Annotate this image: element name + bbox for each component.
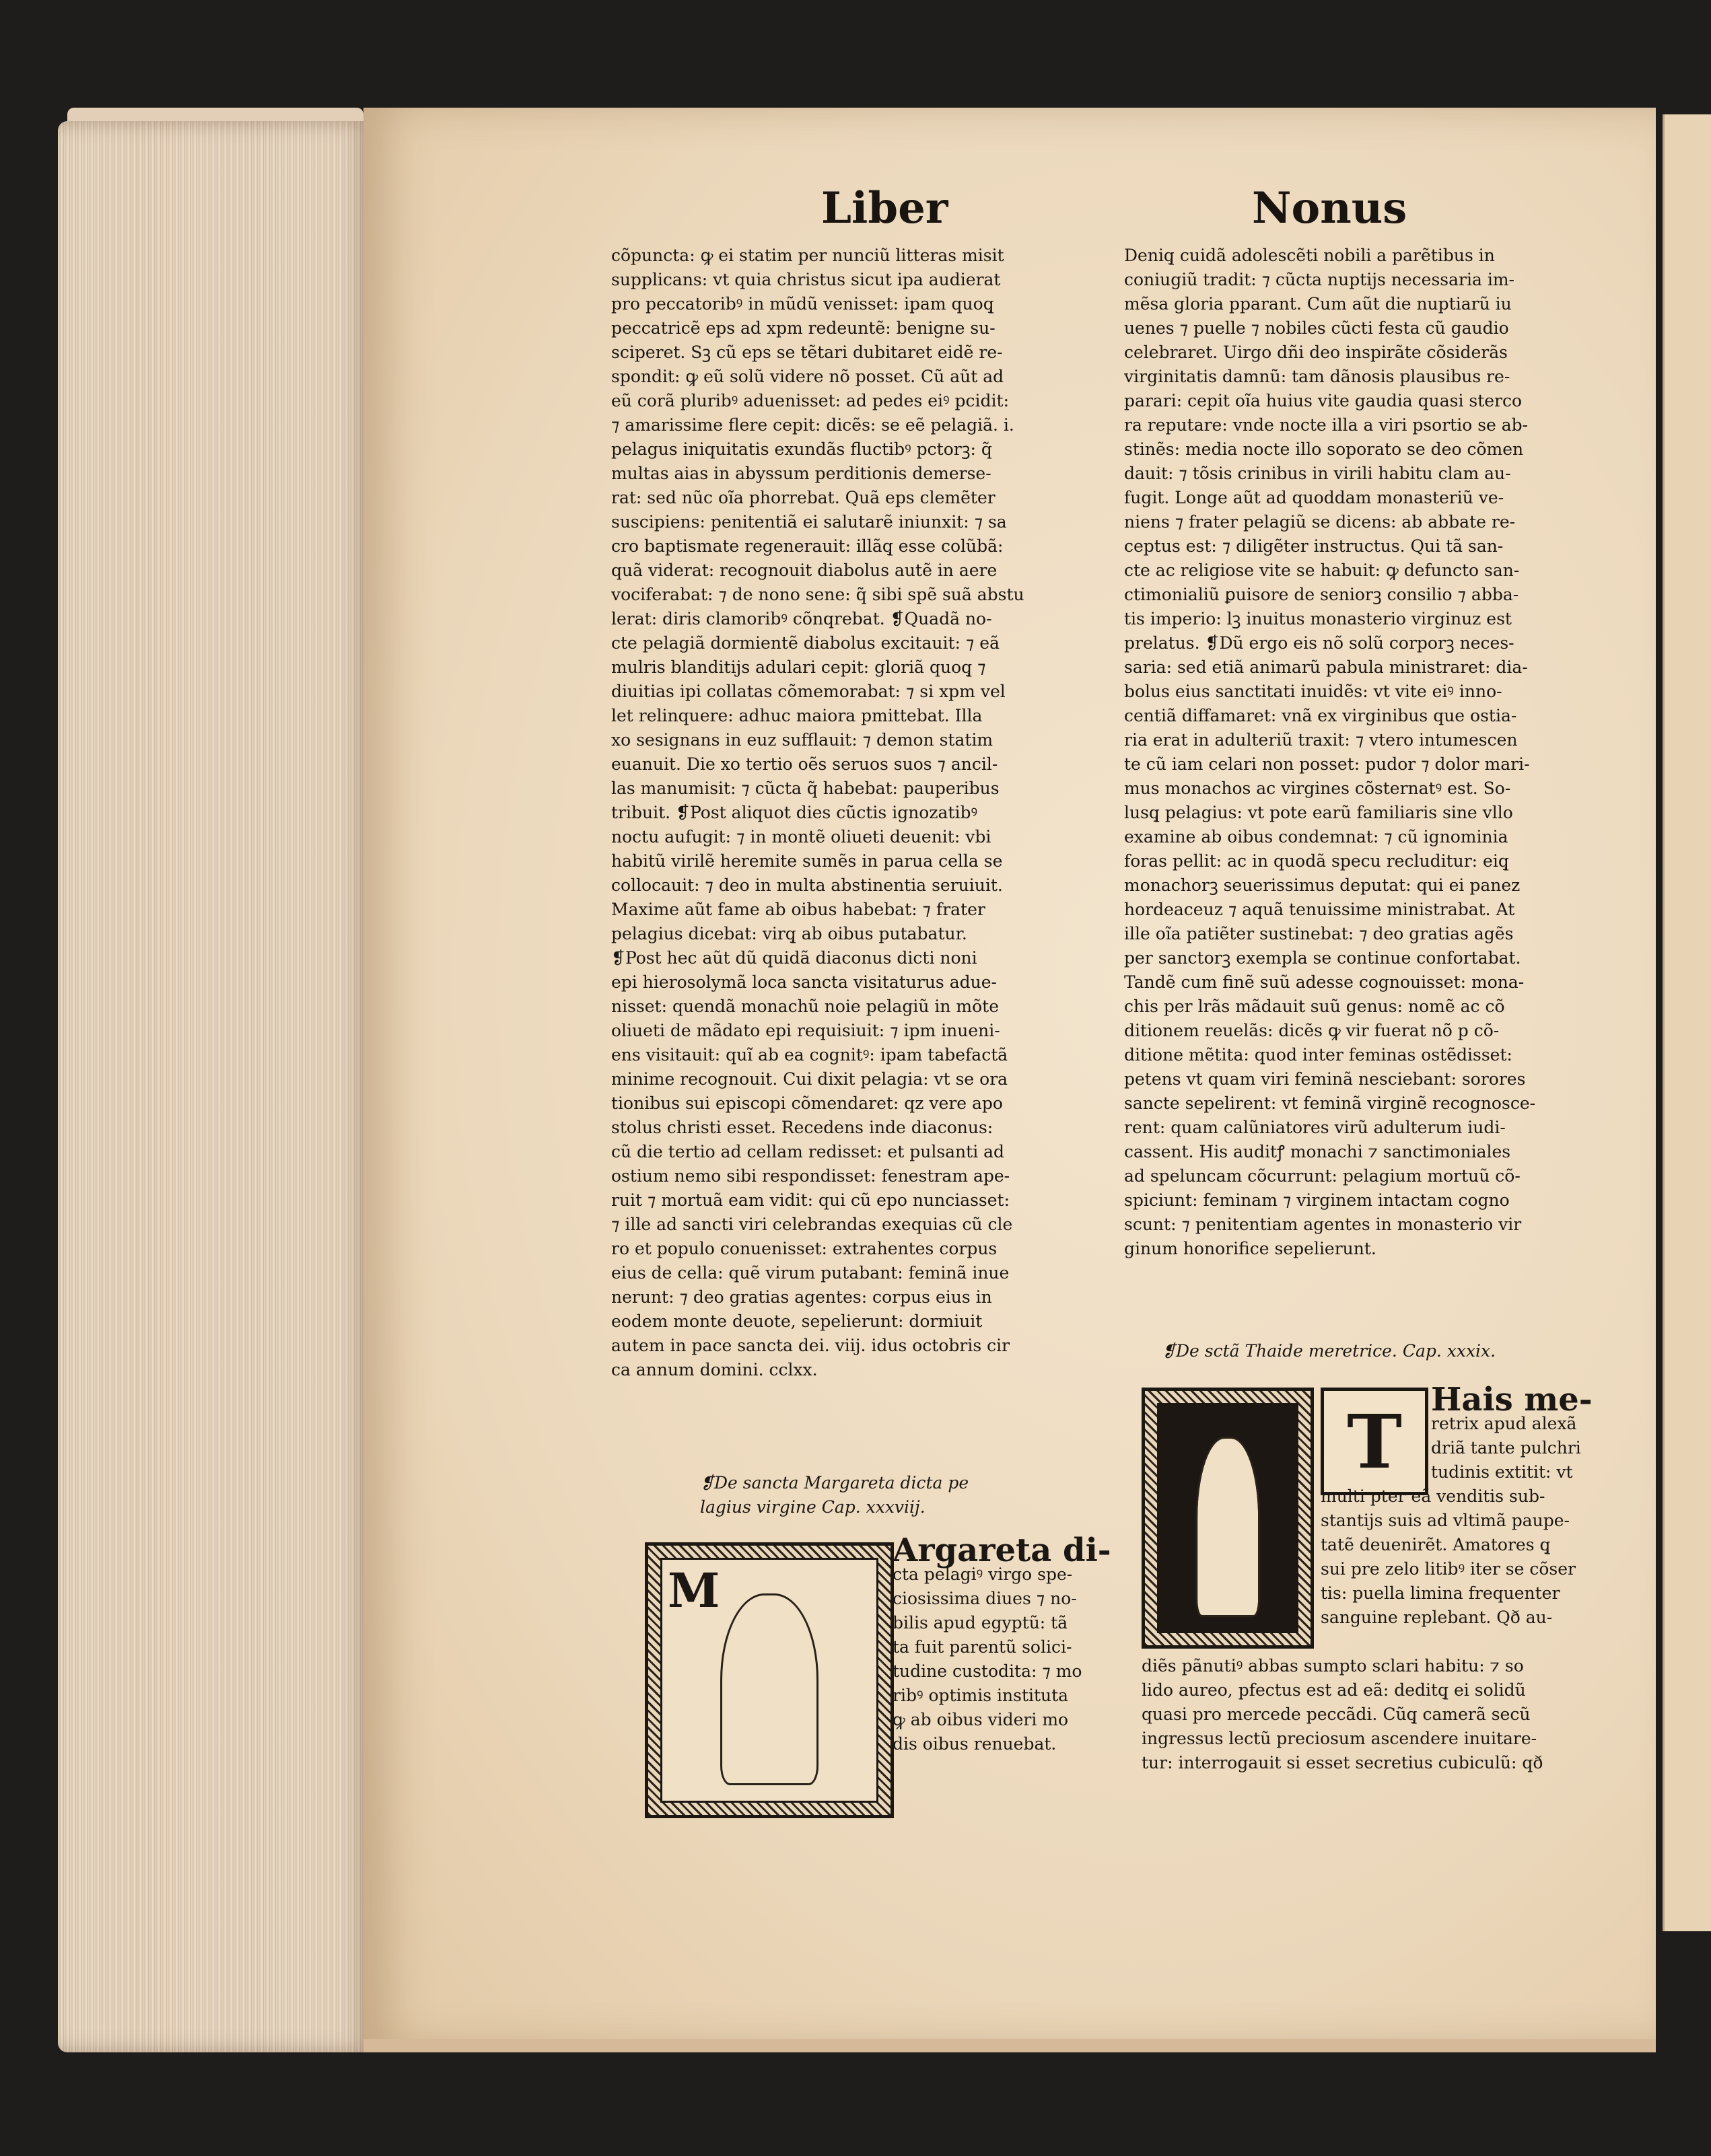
text-line: prelatus. ❡Dũ ergo eis nõ solũ corporꝫ neces- <box>1124 633 1514 653</box>
left-chapter-caption <box>700 1471 1077 1519</box>
text-line: quasi pro mercede peccãdi. Cũq̧ camerã secũ <box>1142 1704 1531 1724</box>
text-line: ta fuit parentũ solici- <box>893 1637 1072 1657</box>
text-line: habitũ virilẽ heremite sumẽs in parua cella se <box>611 851 1003 871</box>
text-line: scunt: ⁊ penitentiam agentes in monasterio vir <box>1124 1215 1522 1234</box>
text-line: ginum honorifice sepelierunt. <box>1124 1239 1376 1258</box>
text-line: peccatricẽ eps ad xpm redeuntẽ: benigne su- <box>611 318 996 338</box>
left-text-column <box>611 244 1109 1382</box>
text-line: coniugiũ tradit: ⁊ cũcta nuptijs necessaria im- <box>1124 270 1514 289</box>
text-line: multi pter eã venditis sub- <box>1321 1486 1545 1506</box>
text-line: stolus christi esset. Recedens inde diaconus: <box>611 1118 993 1137</box>
text-line: lido aureo, pfectus est ad eã: deditq̧ ei solidũ <box>1142 1680 1526 1700</box>
text-line: bolus eius sanctitati inuidẽs: vt vite eiꝰ inno- <box>1124 682 1502 701</box>
right-initial-bottom <box>1142 1654 1653 1775</box>
text-line: mus monachos ac virgines cõsternatꝰ est. So- <box>1124 779 1511 798</box>
book-page-edges <box>58 121 374 2052</box>
text-line: eũ corã pluribꝰ aduenisset: ad pedes eiꝰ pcidit: <box>611 391 1009 410</box>
text-line: monachorꝫ seuerissimus deputat: qui ei panez <box>1124 875 1521 895</box>
text-line: stantijs suis ad vltimã paupe- <box>1321 1511 1570 1530</box>
text-line: ditionem reuelãs: dicẽs ꝙ vir fuerat nõ p cõ- <box>1124 1021 1500 1040</box>
right-initial-wrap <box>1321 1484 1657 1630</box>
initial-lead-line: Hais me- <box>1431 1381 1593 1418</box>
text-line: supplicans: vt quia christus sicut ipa audierat <box>611 270 1001 289</box>
text-line: sui pre zelo litibꝰ iter se cõser <box>1321 1559 1576 1579</box>
text-line: bilis apud egyptũ: tã <box>893 1613 1068 1632</box>
next-page-edge <box>1663 114 1711 1931</box>
text-line: ❡Post hec aũt dũ quidã diaconus dicti noni <box>611 948 977 968</box>
text-line: autem in pace sancta dei. viij. idus octobris cir <box>611 1336 1010 1355</box>
text-line: ille oĩa patiẽter sustinebat: ⁊ deo gratias agẽs <box>1124 924 1514 943</box>
text-line: cũ die tertio ad cellam redisset: et pulsanti ad <box>611 1142 1005 1161</box>
text-line: spondit: ꝙ eũ solũ videre nõ posset. Cũ aũt ad <box>611 367 1004 386</box>
decorated-initial-t: T <box>1321 1388 1428 1495</box>
text-line: diẽs pãnutiꝰ abbas sumpto sclari habitu: ⁊ so <box>1142 1656 1524 1676</box>
saint-figure-illustration <box>1195 1437 1260 1617</box>
text-line: vociferabat: ⁊ de nono sene: q̃ sibi spẽ suã abstu <box>611 585 1024 604</box>
caption-line: ❡De sancta Margareta dicta pe <box>700 1473 969 1493</box>
text-line: tur: interrogauit si esset secretius cubiculũ: qð <box>1142 1753 1543 1772</box>
text-line: stinẽs: media nocte illo soporato se deo cõmen <box>1124 439 1524 459</box>
text-line: tionibus sui episcopi cõmendaret: qz vere apo <box>611 1093 1003 1113</box>
initial-lines <box>1321 1484 1657 1630</box>
text-line: sancte sepelirent: vt feminã virginẽ recognosce- <box>1124 1093 1536 1113</box>
caption-line: lagius virgine Cap. xxxviij. <box>700 1497 926 1517</box>
text-line: ꝙ ab oibus videri mo <box>893 1710 1069 1729</box>
text-line: diuitias ipi collatas cõmemorabat: ⁊ si xpm vel <box>611 682 1006 701</box>
text-line: pelagius dicebat: virq̧ ab oibus putabatur. <box>611 924 967 943</box>
text-line: let relinquere: adhuc maiora pmittebat. Illa <box>611 706 983 725</box>
text-line: tis imperio: lꝫ inuitus monasterio virginuz est <box>1124 609 1512 628</box>
decorated-initial-m: M <box>668 1562 720 1618</box>
woodcut-margaret <box>645 1542 894 1818</box>
text-line: tis: puella limina frequenter <box>1321 1583 1560 1603</box>
text-line: pelagus iniquitatis exundãs fluctibꝰ pctorꝫ: q̃ <box>611 439 992 459</box>
text-line: tudine custodita: ⁊ mo <box>893 1661 1082 1681</box>
running-head-right: Nonus <box>1252 183 1407 233</box>
text-line: driã tante pulchri <box>1431 1438 1581 1458</box>
text-line: uenes ⁊ puelle ⁊ nobiles cũcti festa cũ gaudio <box>1124 318 1509 338</box>
text-line: chis per lrãs mãdauit suũ genus: nomẽ ac cõ <box>1124 997 1505 1016</box>
initial-lead-line: Argareta di- <box>893 1532 1111 1569</box>
page-bottom-edge <box>363 2039 1656 2052</box>
text-line: ⁊ ille ad sancti viri celebrandas exequias cũ cle <box>611 1215 1013 1234</box>
initial-lines <box>893 1562 1115 1756</box>
text-line: virginitatis damnũ: tam dãnosis plausibus re- <box>1124 367 1510 386</box>
text-line: hordeaceuz ⁊ aquã tenuissime ministrabat. At <box>1124 900 1515 919</box>
text-line: ca annum domini. cclxx. <box>611 1360 818 1379</box>
text-line: Maxime aũt fame ab oibus habebat: ⁊ frater <box>611 900 985 919</box>
text-line: ⁊ amarissime flere cepit: dicẽs: se eẽ pelagiã. i. <box>611 415 1014 435</box>
text-line: cte ac religiose vite se habuit: ꝙ defuncto san- <box>1124 561 1520 580</box>
text-line: sanguine replebant. Qð au- <box>1321 1608 1553 1627</box>
text-line: ingressus lectũ preciosum ascendere inuitare- <box>1142 1729 1537 1748</box>
text-line: ens visitauit: quĩ ab ea cognitꝰ: ipam tabefactã <box>611 1045 1008 1065</box>
text-line: nisset: quendã monachũ noie pelagiũ in mõte <box>611 997 1000 1016</box>
right-chapter-caption: ❡De sctã Thaide meretrice. Cap. xxxix. <box>1162 1341 1496 1361</box>
text-line: cta pelagiꝰ virgo spe- <box>893 1565 1073 1584</box>
saint-figure-illustration <box>720 1593 818 1785</box>
text-line: foras pellit: ac in quodã specu recluditur: eiq̧ <box>1124 851 1509 871</box>
text-line: examine ab oibus condemnat: ⁊ cũ ignominia <box>1124 827 1508 847</box>
text-line: noctu aufugit: ⁊ in montẽ oliueti deuenit: vbi <box>611 827 991 847</box>
text-line: sciperet. Sꝫ cũ eps se tẽtari dubitaret eidẽ re- <box>611 343 1003 362</box>
running-head-left: Liber <box>821 183 948 233</box>
text-line: eodem monte deuote, sepelierunt: dormiuit <box>611 1311 983 1331</box>
text-line: ro et populo conuenisset: extrahentes corpus <box>611 1239 998 1258</box>
text-line: xo sesignans in euz sufflauit: ⁊ demon statim <box>611 730 993 750</box>
text-line: oliueti de mãdato epi requisiuit: ⁊ ipm inueni- <box>611 1021 1000 1040</box>
text-line: las manumisit: ⁊ cũcta q̃ habebat: pauperibus <box>611 779 1000 798</box>
text-line: fugit. Longe aũt ad quoddam monasteriũ ve- <box>1124 488 1504 507</box>
text-line: tribuit. ❡Post aliquot dies cũctis ignozatibꝰ <box>611 803 978 822</box>
right-initial-text <box>1431 1381 1653 1484</box>
initial-lines <box>1431 1412 1653 1484</box>
text-line: spiciunt: feminam ⁊ virginem intactam cogno <box>1124 1190 1510 1210</box>
text-line: euanuit. Die xo tertio oẽs seruos suos ⁊ ancil- <box>611 754 998 774</box>
text-line: dis oibus renuebat. <box>893 1734 1057 1754</box>
text-line: rat: sed nũc oĩa phorrebat. Quã eps clemẽter <box>611 488 996 507</box>
text-line: ceptus est: ⁊ diligẽter instructus. Qui tã san- <box>1124 536 1504 556</box>
text-line: cassent. His auditꝭ monachi ⁊ sanctimoniales <box>1124 1142 1511 1161</box>
text-line: per sanctorꝫ exempla se continue confortabat. <box>1124 948 1521 968</box>
text-line: mẽsa gloria pparant. Cum aũt die nuptiarũ iu <box>1124 294 1512 314</box>
text-line: cõpuncta: ꝙ ei statim per nunciũ litteras misit <box>611 246 1004 265</box>
text-line: ribꝰ optimis instituta <box>893 1686 1069 1705</box>
woodcut-thais <box>1142 1388 1314 1649</box>
text-line: ria erat in adulteriũ traxit: ⁊ vtero intumescen <box>1124 730 1518 750</box>
text-line: te cũ iam celari non posset: pudor ⁊ dolor mari- <box>1124 754 1530 774</box>
text-line: tatẽ deuenirẽt. Amatores q̧ <box>1321 1535 1551 1554</box>
text-line: dauit: ⁊ tõsis crinibus in virili habitu clam au- <box>1124 464 1511 483</box>
text-line: celebraret. Uirgo dñi deo inspirãte cõsiderãs <box>1124 343 1508 362</box>
right-text-column <box>1124 244 1622 1261</box>
text-line: niens ⁊ frater pelagiũ se dicens: ab abbate re- <box>1124 512 1516 532</box>
text-line: retrix apud alexã <box>1431 1414 1577 1433</box>
text-line: ctimonialiũ ꝑuisore de seniorꝫ consilio ⁊ abba- <box>1124 585 1519 604</box>
text-line: tudinis extitit: vt <box>1431 1462 1573 1482</box>
text-line: quã viderat: recognouit diabolus autẽ in aere <box>611 561 998 580</box>
text-line: cte pelagiã dormientẽ diabolus excitauit: ⁊ eã <box>611 633 1000 653</box>
text-line: suscipiens: penitentiã ei salutarẽ iniunxit: ⁊ sa <box>611 512 1007 532</box>
text-line: ad speluncam cõcurrunt: pelagium mortuũ cõ- <box>1124 1166 1521 1186</box>
text-line: lerat: diris clamoribꝰ cõnqrebat. ❡Quadã no- <box>611 609 992 628</box>
text-line: eius de cella: quẽ virum putabant: feminã inue <box>611 1263 1010 1283</box>
text-line: epi hierosolymã loca sancta visitaturus adue- <box>611 972 997 992</box>
text-line: Tandẽ cum finẽ suũ adesse cognouisset: mona- <box>1124 972 1525 992</box>
text-line: saria: sed etiã animarũ pabula ministraret: dia- <box>1124 657 1528 677</box>
text-line: multas aias in abyssum perditionis demerse- <box>611 464 991 483</box>
text-line: ciosissima diues ⁊ no- <box>893 1589 1077 1608</box>
text-line: cro baptismate regenerauit: illãq̧ esse colũbã: <box>611 536 1004 556</box>
text-line: nerunt: ⁊ deo gratias agentes: corpus eius in <box>611 1287 992 1307</box>
text-line: ostium nemo sibi respondisset: fenestram ape- <box>611 1166 1010 1186</box>
text-line: parari: cepit oĩa huius vite gaudia quasi sterco <box>1124 391 1523 410</box>
text-line: collocauit: ⁊ deo in multa abstinentia seruiuit. <box>611 875 1003 895</box>
text-line: mulris blanditijs adulari cepit: gloriã quoq̧ ⁊ <box>611 657 986 677</box>
text-line: ditione mẽtita: quod inter feminas ostẽdisset: <box>1124 1045 1512 1065</box>
left-initial-text <box>893 1532 1115 1756</box>
text-line: petens vt quam viri feminã nesciebant: sorores <box>1124 1069 1526 1089</box>
text-line: ra reputare: vnde nocte illa a viri psortio se ab- <box>1124 415 1529 435</box>
text-line: Deniq̧ cuidã adolescẽti nobili a parẽtibus in <box>1124 246 1495 265</box>
initial-lines <box>1142 1654 1653 1775</box>
text-line: ruit ⁊ mortuã eam vidit: qui cũ epo nunciasset: <box>611 1190 1010 1210</box>
text-line: centiã diffamaret: vnã ex virginibus que ostia- <box>1124 706 1517 725</box>
text-line: pro peccatoribꝰ in mũdũ venisset: ipam quoq̧ <box>611 294 994 314</box>
text-line: minime recognouit. Cui dixit pelagia: vt se ora <box>611 1069 1008 1089</box>
text-line: lusq̧ pelagius: vt pote earũ familiaris sine vllo <box>1124 803 1513 822</box>
text-line: rent: quam calũniatores virũ adulterum iudi- <box>1124 1118 1506 1137</box>
